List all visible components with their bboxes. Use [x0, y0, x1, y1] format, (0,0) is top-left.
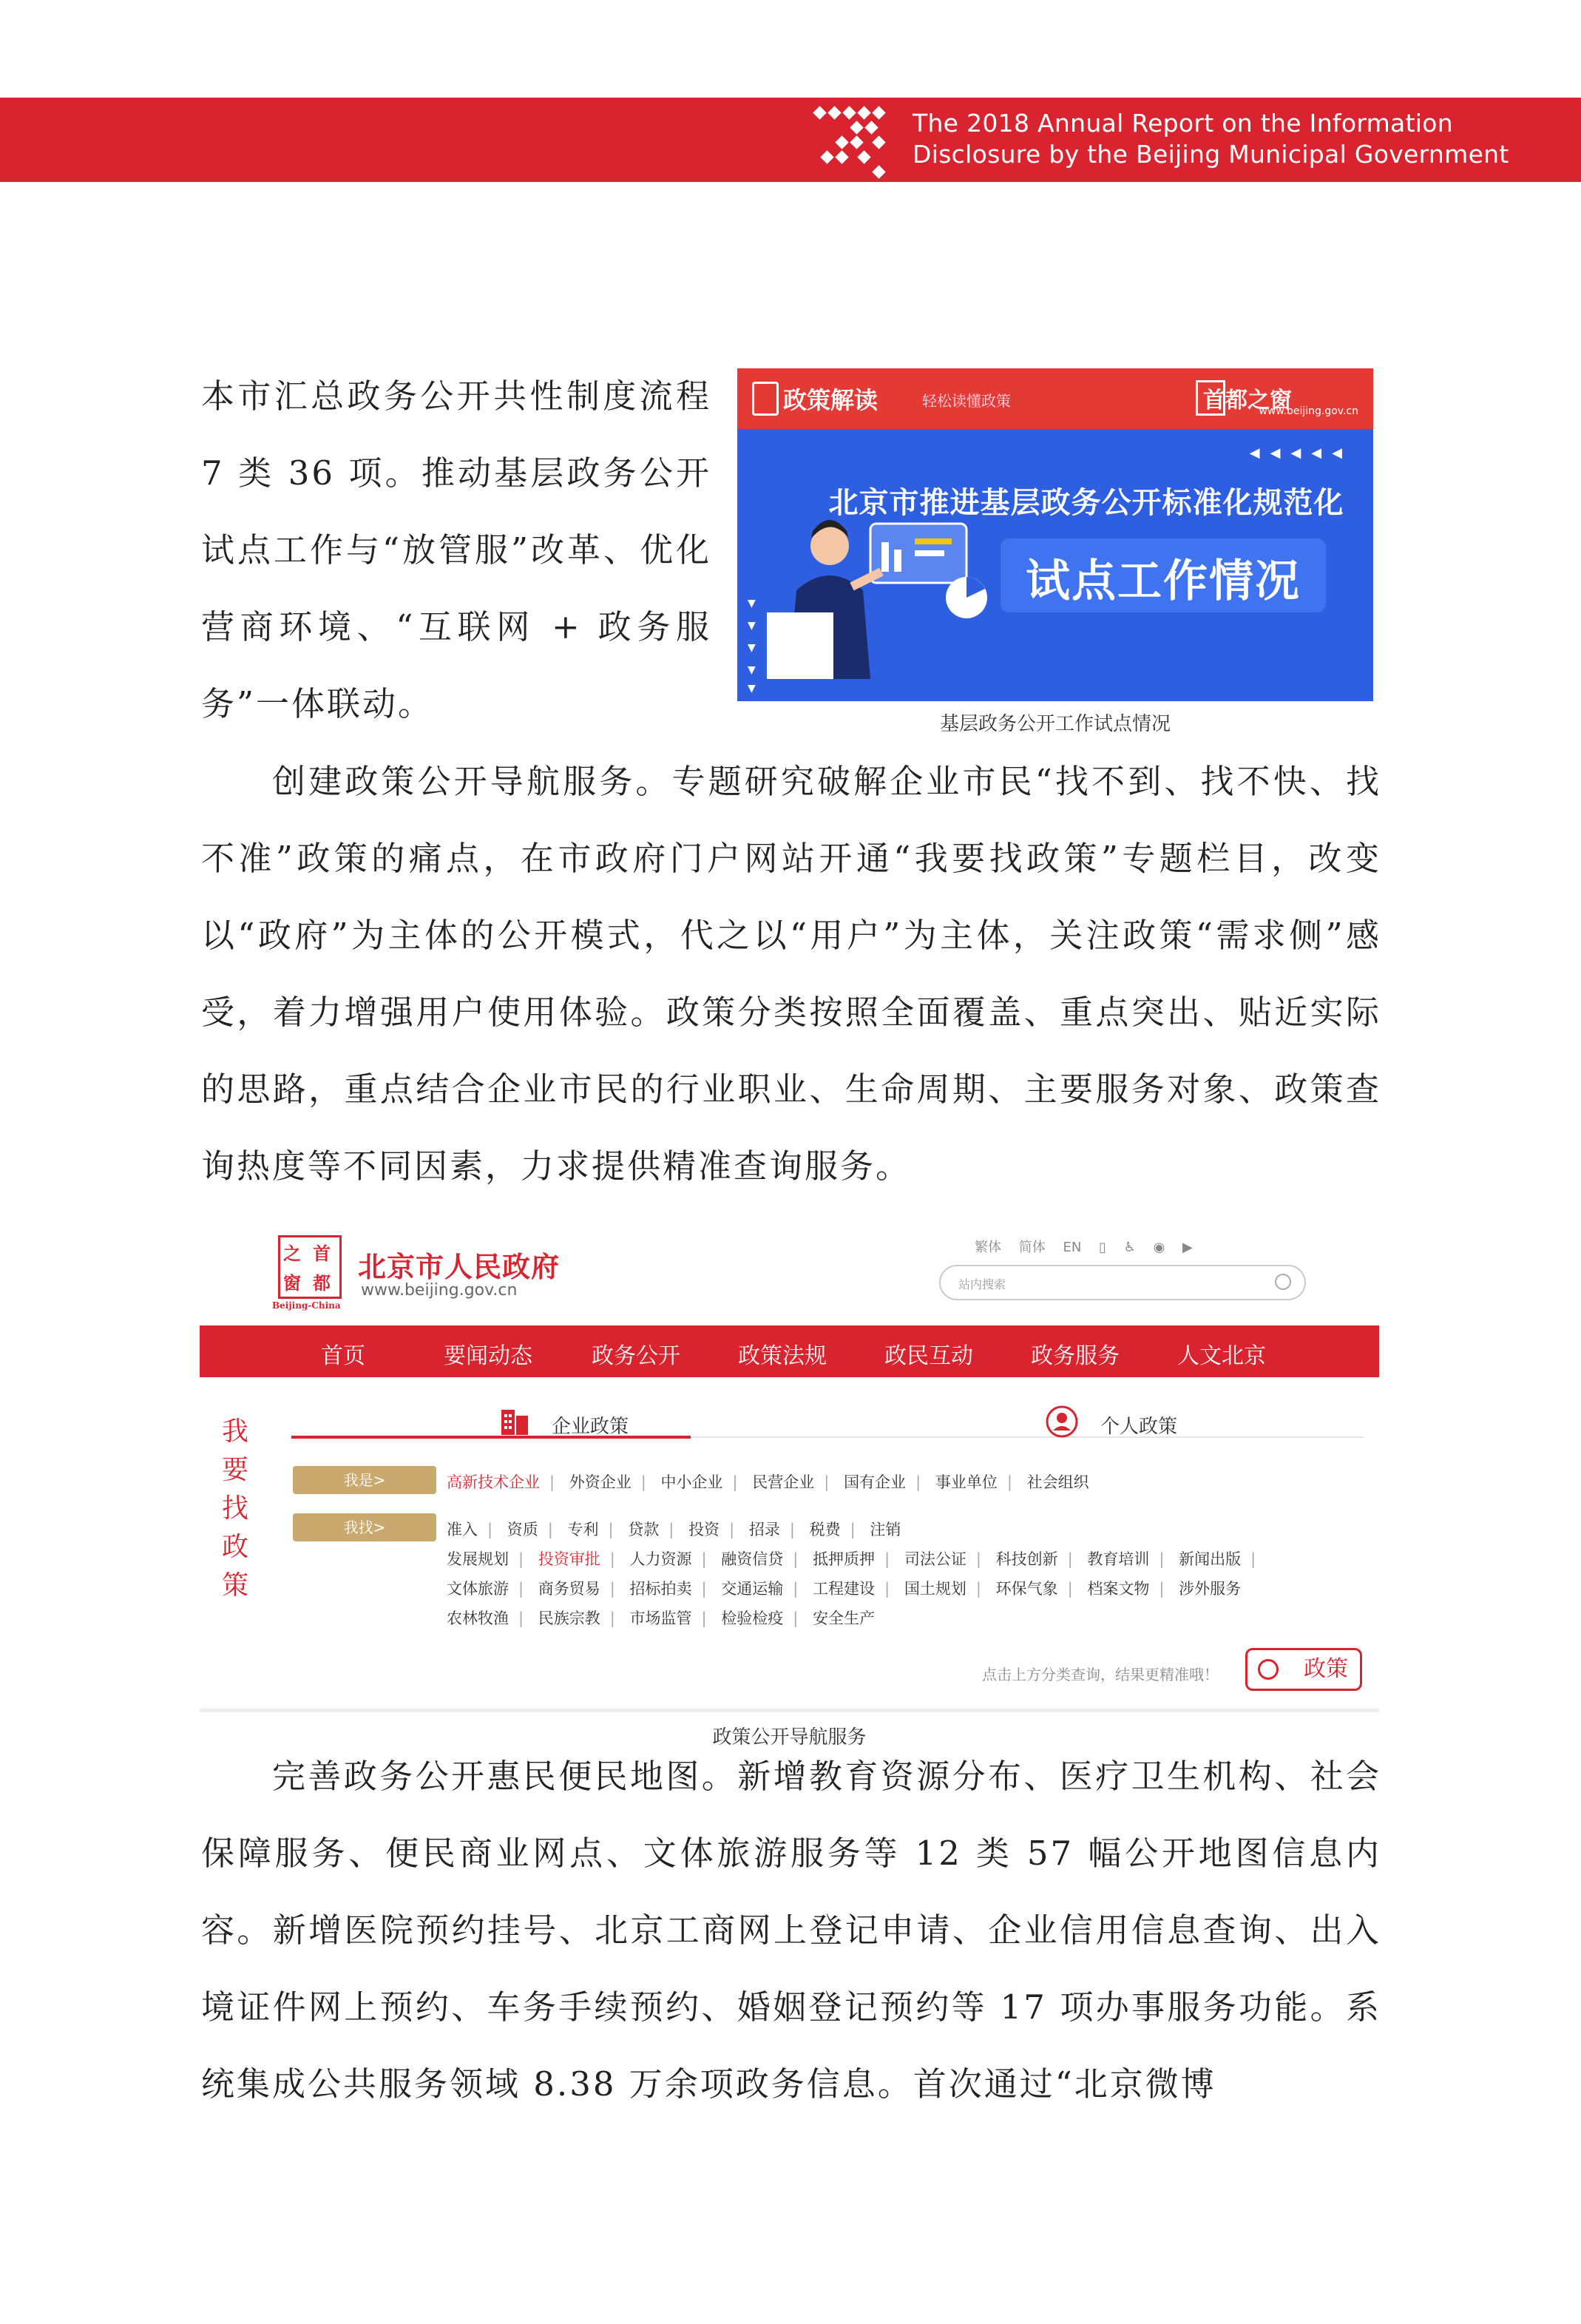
find-item[interactable]: 专利 — [567, 1521, 599, 1538]
report-title — [913, 108, 1509, 170]
tab-enterprise-policy[interactable]: 企业政策 — [552, 1416, 629, 1438]
find-item[interactable]: 投资审批 — [538, 1550, 600, 1568]
paragraph-service-map: 完善政务公开惠民便民地图。新增教育资源分布、医疗卫生机构、社会保障服务、便民商业网点、文体旅游服务等 12 类 57 幅公开地图信息内容。新增医院预约挂号、北京工商网上登记申请、企业信用信息查询、出入境证件网上预约、车务手续预约、婚姻登记预约等 17 项办事服务功能。系统集成公共服务领域 8.38 万余项政务信息。首次通过“北京微博 — [201, 1757, 1381, 2104]
find-item[interactable]: 融资信贷 — [721, 1550, 784, 1568]
find-item[interactable]: 工程建设 — [813, 1580, 876, 1598]
logo-char: 都 — [313, 1272, 331, 1294]
side-char: 要 — [221, 1455, 248, 1485]
find-item[interactable]: 科技创新 — [995, 1550, 1058, 1568]
find-item[interactable]: 投资 — [688, 1521, 720, 1538]
find-row-2: 发展规划 | 投资审批 | 人力资源 | 融资信贷 | 抵押质押 | 司法公证 | 科技创新 | 教育培训 | 新闻出版 | — [447, 1547, 1265, 1570]
search-input[interactable] — [939, 1265, 1306, 1300]
search-icon[interactable] — [1275, 1274, 1291, 1290]
accessibility-icon[interactable]: ♿ — [1123, 1240, 1136, 1255]
person-icon — [1046, 1405, 1078, 1438]
find-item[interactable]: 安全生产 — [813, 1609, 876, 1627]
banner-brand: 首都之窗 — [1203, 388, 1292, 413]
capital-window-logo-icon — [278, 1235, 342, 1299]
find-item[interactable]: 抵押质押 — [813, 1550, 876, 1568]
utility-links — [975, 1237, 1206, 1256]
policy-search-button[interactable] — [1245, 1648, 1362, 1691]
side-char: 策 — [221, 1570, 248, 1601]
search-placeholder: 站内搜索 — [958, 1277, 1006, 1291]
magnifier-icon — [1258, 1659, 1279, 1680]
find-item[interactable]: 市场监管 — [629, 1609, 692, 1627]
find-item[interactable]: 资质 — [507, 1521, 538, 1538]
side-char: 政 — [221, 1532, 248, 1562]
triangle-decoration-icon: ▼ — [748, 683, 756, 695]
paragraph-policy-navigation: 创建政策公开导航服务。专题研究破解企业市民“找不到、找不快、找不准”政策的痛点，在市政府门户网站开通“我要找政策”专题栏目，改变以“政府”为主体的公开模式，代之以“用户”为主体，关注政策“需求侧”感受，着力增强用户使用体验。政策分类按照全面覆盖、重点突出、贴近实际的思路，重点结合企业市民的行业职业、生命周期、主要服务对象、政策查询热度等不同因素，力求提供精准查询服务。 — [201, 762, 1381, 1186]
banner-brand-url: www.beijing.gov.cn — [1259, 405, 1358, 417]
iam-item[interactable]: 外资企业 — [569, 1473, 632, 1491]
iam-item[interactable]: 民营企业 — [752, 1473, 815, 1491]
find-item[interactable]: 注销 — [870, 1521, 901, 1538]
paragraph-standardization: 本市汇总政务公开共性制度流程 7 类 36 项。推动基层政务公开试点工作与“放管服”改革、优化营商环境、“互联网 + 政务服务”一体联动。 — [201, 376, 711, 723]
logo-char: 窗 — [283, 1272, 301, 1294]
arrow-decoration-icon: ◀◀◀◀◀ — [1249, 445, 1353, 461]
find-item[interactable]: 发展规划 — [447, 1550, 509, 1568]
site-caption: 政策公开导航服务 — [712, 1726, 867, 1749]
find-item[interactable]: 人力资源 — [629, 1550, 692, 1568]
find-item[interactable]: 环保气象 — [995, 1580, 1058, 1598]
building-icon — [498, 1405, 531, 1438]
find-item[interactable]: 民族宗教 — [538, 1609, 600, 1627]
mobile-icon[interactable]: ▯ — [1099, 1240, 1106, 1255]
find-item[interactable]: 商务贸易 — [538, 1580, 600, 1598]
find-item[interactable]: 贷款 — [628, 1521, 660, 1538]
gov-website-screenshot — [200, 1228, 1379, 1712]
find-item[interactable]: 招录 — [748, 1521, 780, 1538]
logo-char: 之 — [283, 1243, 301, 1264]
logo-diamond-pattern-icon — [810, 105, 892, 179]
side-char: 我 — [221, 1416, 248, 1447]
find-row-3: 文体旅游 | 商务贸易 | 招标拍卖 | 交通运输 | 工程建设 | 国土规划 | 环保气象 | 档案文物 | 涉外服务 — [447, 1577, 1241, 1599]
nav-item-culture[interactable]: 人文北京 — [1177, 1343, 1266, 1369]
iam-item[interactable]: 社会组织 — [1026, 1473, 1089, 1491]
find-policy-side-label — [213, 1413, 257, 1605]
query-hint: 点击上方分类查询，结果更精准哦！ — [982, 1666, 1219, 1683]
iam-item[interactable]: 高新技术企业 — [447, 1473, 540, 1491]
tab-personal-policy[interactable]: 个人政策 — [1100, 1416, 1178, 1438]
find-item[interactable]: 检验检疫 — [721, 1609, 784, 1627]
iam-item[interactable]: 国有企业 — [844, 1473, 907, 1491]
banner-caption: 基层政务公开工作试点情况 — [939, 713, 1171, 735]
weibo-icon[interactable]: ◉ — [1153, 1240, 1165, 1255]
divider — [200, 1709, 1379, 1712]
iam-item[interactable]: 事业单位 — [935, 1473, 998, 1491]
site-url: www.beijing.gov.cn — [361, 1281, 518, 1300]
play-icon[interactable]: ▶ — [1182, 1240, 1193, 1255]
policy-banner-image — [737, 368, 1373, 701]
main-nav — [200, 1325, 1379, 1377]
find-item[interactable]: 文体旅游 — [447, 1580, 509, 1598]
find-item[interactable]: 司法公证 — [904, 1550, 966, 1568]
find-item[interactable]: 档案文物 — [1087, 1580, 1150, 1598]
nav-item-interaction[interactable]: 政民互动 — [884, 1343, 973, 1369]
banner-topbar — [737, 368, 1373, 429]
nav-item-news[interactable]: 要闻动态 — [444, 1343, 532, 1369]
tab-underline-active — [291, 1436, 691, 1439]
banner-subtag: 轻松读懂政策 — [922, 392, 1011, 410]
triangle-decoration-icon: ▼ — [748, 620, 756, 632]
triangle-decoration-icon: ▼ — [748, 642, 756, 654]
banner-tag: 政策解读 — [783, 386, 878, 414]
find-item[interactable]: 国土规划 — [904, 1580, 966, 1598]
find-item[interactable]: 新闻出版 — [1179, 1550, 1242, 1568]
triangle-decoration-icon: ▼ — [748, 664, 756, 676]
link-english[interactable]: EN — [1063, 1240, 1082, 1255]
find-item[interactable]: 税费 — [809, 1521, 841, 1538]
iam-label: 我是> — [293, 1466, 436, 1494]
link-traditional[interactable]: 繁体 — [975, 1240, 1001, 1255]
presenter-illustration-icon — [759, 501, 1003, 686]
find-item[interactable]: 准入 — [447, 1521, 478, 1538]
find-item[interactable]: 农林牧渔 — [447, 1609, 509, 1627]
site-name[interactable]: 北京市人民政府 — [358, 1251, 561, 1283]
banner-title-line2: 试点工作情况 — [1026, 555, 1301, 607]
policy-button-label: 政策 — [1304, 1656, 1348, 1682]
find-label: 我找> — [293, 1513, 436, 1541]
logo-subtitle: Beijing-China — [272, 1300, 341, 1311]
find-row-4: 农林牧渔 | 民族宗教 | 市场监管 | 检验检疫 | 安全生产 — [447, 1607, 875, 1629]
side-char: 找 — [221, 1493, 248, 1524]
link-simplified[interactable]: 简体 — [1018, 1240, 1046, 1255]
nav-item-disclosure[interactable]: 政务公开 — [592, 1343, 680, 1369]
report-header-band — [0, 98, 1581, 182]
iam-row: 高新技术企业 | 外资企业 | 中小企业 | 民营企业 | 国有企业 | 事业单位 | 社会组织 — [447, 1470, 1089, 1493]
policy-reading-icon — [752, 382, 779, 416]
nav-item-policy[interactable]: 政策法规 — [738, 1343, 827, 1369]
triangle-decoration-icon: ▼ — [748, 598, 756, 609]
find-row-1: 准入 | 资质 | 专利 | 贷款 | 投资 | 招录 | 税费 | 注销 — [447, 1518, 901, 1540]
find-item[interactable]: 交通运输 — [721, 1580, 784, 1598]
find-item[interactable]: 涉外服务 — [1179, 1580, 1242, 1598]
nav-item-home[interactable]: 首页 — [321, 1343, 365, 1369]
iam-item[interactable]: 中小企业 — [660, 1473, 723, 1491]
report-title-line2: Disclosure by the Beijing Municipal Government — [913, 140, 1509, 169]
nav-item-services[interactable]: 政务服务 — [1031, 1343, 1120, 1369]
find-item[interactable]: 招标拍卖 — [629, 1580, 692, 1598]
banner-title-line1: 北京市推进基层政务公开标准化规范化 — [828, 486, 1344, 520]
find-item[interactable]: 教育培训 — [1087, 1550, 1150, 1568]
logo-char: 首 — [313, 1243, 331, 1264]
report-title-line1: The 2018 Annual Report on the Information — [913, 109, 1453, 138]
